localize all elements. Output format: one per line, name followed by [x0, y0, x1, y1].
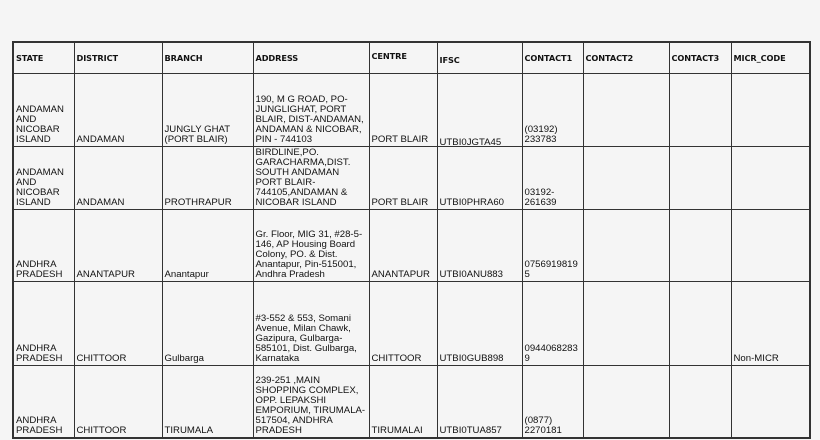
cell-state: ANDHRA PRADESH [13, 366, 74, 439]
header-district: DISTRICT [74, 42, 162, 74]
cell-ifsc: UTBI0TUA857 [437, 366, 522, 439]
cell-contact3 [669, 74, 731, 147]
cell-district: ANDAMAN [74, 74, 162, 147]
cell-address: 239-251 ,MAIN SHOPPING COMPLEX, OPP. LEPAKSHI EMPORIUM, TIRUMALA- 517504, ANDHRA PRADESH [253, 366, 369, 439]
header-address: ADDRESS [253, 42, 369, 74]
cell-centre: ANANTAPUR [369, 210, 437, 282]
cell-contact2 [583, 210, 669, 282]
cell-contact2 [583, 282, 669, 366]
cell-micr-code [731, 210, 810, 282]
cell-contact1: (03192) 233783 [522, 74, 583, 147]
table-row [13, 282, 810, 366]
cell-state: ANDHRA PRADESH [13, 210, 74, 282]
cell-state: ANDAMAN AND NICOBAR ISLAND [13, 74, 74, 147]
cell-address: #3-552 & 553, Somani Avenue, Milan Chawk, Gazipura, Gulbarga-585101, Dist. Gulbarga, Karnataka [253, 282, 369, 366]
table-row [13, 366, 810, 439]
cell-address: BIRDLINE,PO. GARACHARMA,DIST. SOUTH ANDAMAN PORT BLAIR-744105,ANDAMAN & NICOBAR ISLAND [253, 147, 369, 210]
header-contact1: CONTACT1 [522, 42, 583, 74]
bank-branch-table [12, 41, 811, 439]
cell-branch: TIRUMALA [162, 366, 253, 439]
cell-address: Gr. Floor, MIG 31, #28-5-146, AP Housing Board Colony, PO. & Dist. Anantapur, Pin-515001, Andhra Pradesh [253, 210, 369, 282]
cell-centre: TIRUMALAI [369, 366, 437, 439]
table-row [13, 147, 810, 210]
cell-contact1: (0877) 2270181 [522, 366, 583, 439]
cell-branch: Anantapur [162, 210, 253, 282]
header-contact3: CONTACT3 [669, 42, 731, 74]
header-state: STATE [13, 42, 74, 74]
cell-contact1: 09440682839 [522, 282, 583, 366]
cell-district: CHITTOOR [74, 366, 162, 439]
cell-centre: PORT BLAIR [369, 74, 437, 147]
cell-centre: CHITTOOR [369, 282, 437, 366]
cell-district: CHITTOOR [74, 282, 162, 366]
cell-district: ANANTAPUR [74, 210, 162, 282]
header-contact2: CONTACT2 [583, 42, 669, 74]
cell-branch: JUNGLY GHAT (PORT BLAIR) [162, 74, 253, 147]
cell-ifsc: UTBI0GUB898 [437, 282, 522, 366]
header-micr-code: MICR_CODE [731, 42, 810, 74]
header-branch: BRANCH [162, 42, 253, 74]
cell-district: ANDAMAN [74, 147, 162, 210]
table-row [13, 210, 810, 282]
header-ifsc: IFSC [437, 42, 522, 74]
cell-state: ANDAMAN AND NICOBAR ISLAND [13, 147, 74, 210]
cell-micr-code: Non-MICR [731, 282, 810, 366]
cell-centre: PORT BLAIR [369, 147, 437, 210]
cell-micr-code [731, 74, 810, 147]
cell-contact3 [669, 210, 731, 282]
cell-contact2 [583, 147, 669, 210]
cell-micr-code [731, 366, 810, 439]
cell-contact3 [669, 282, 731, 366]
table-row [13, 74, 810, 147]
cell-ifsc: UTBI0PHRA60 [437, 147, 522, 210]
cell-branch: PROTHRAPUR [162, 147, 253, 210]
cell-ifsc: UTBI0JGTA45 [437, 76, 522, 149]
cell-ifsc: UTBI0ANU883 [437, 210, 522, 282]
cell-contact3 [669, 147, 731, 210]
header-row [13, 42, 810, 74]
cell-branch: Gulbarga [162, 282, 253, 366]
cell-contact1: 03192-261639 [522, 147, 583, 210]
cell-contact2 [583, 366, 669, 439]
cell-address: 190, M G ROAD, PO-JUNGLIGHAT, PORT BLAIR, DIST-ANDAMAN, ANDAMAN & NICOBAR, PIN - 744103 [253, 74, 369, 147]
cell-state: ANDHRA PRADESH [13, 282, 74, 366]
header-centre: CENTRE [369, 42, 437, 74]
cell-contact2 [583, 74, 669, 147]
cell-contact3 [669, 366, 731, 439]
cell-micr-code [731, 147, 810, 210]
cell-contact1: 07569198195 [522, 210, 583, 282]
